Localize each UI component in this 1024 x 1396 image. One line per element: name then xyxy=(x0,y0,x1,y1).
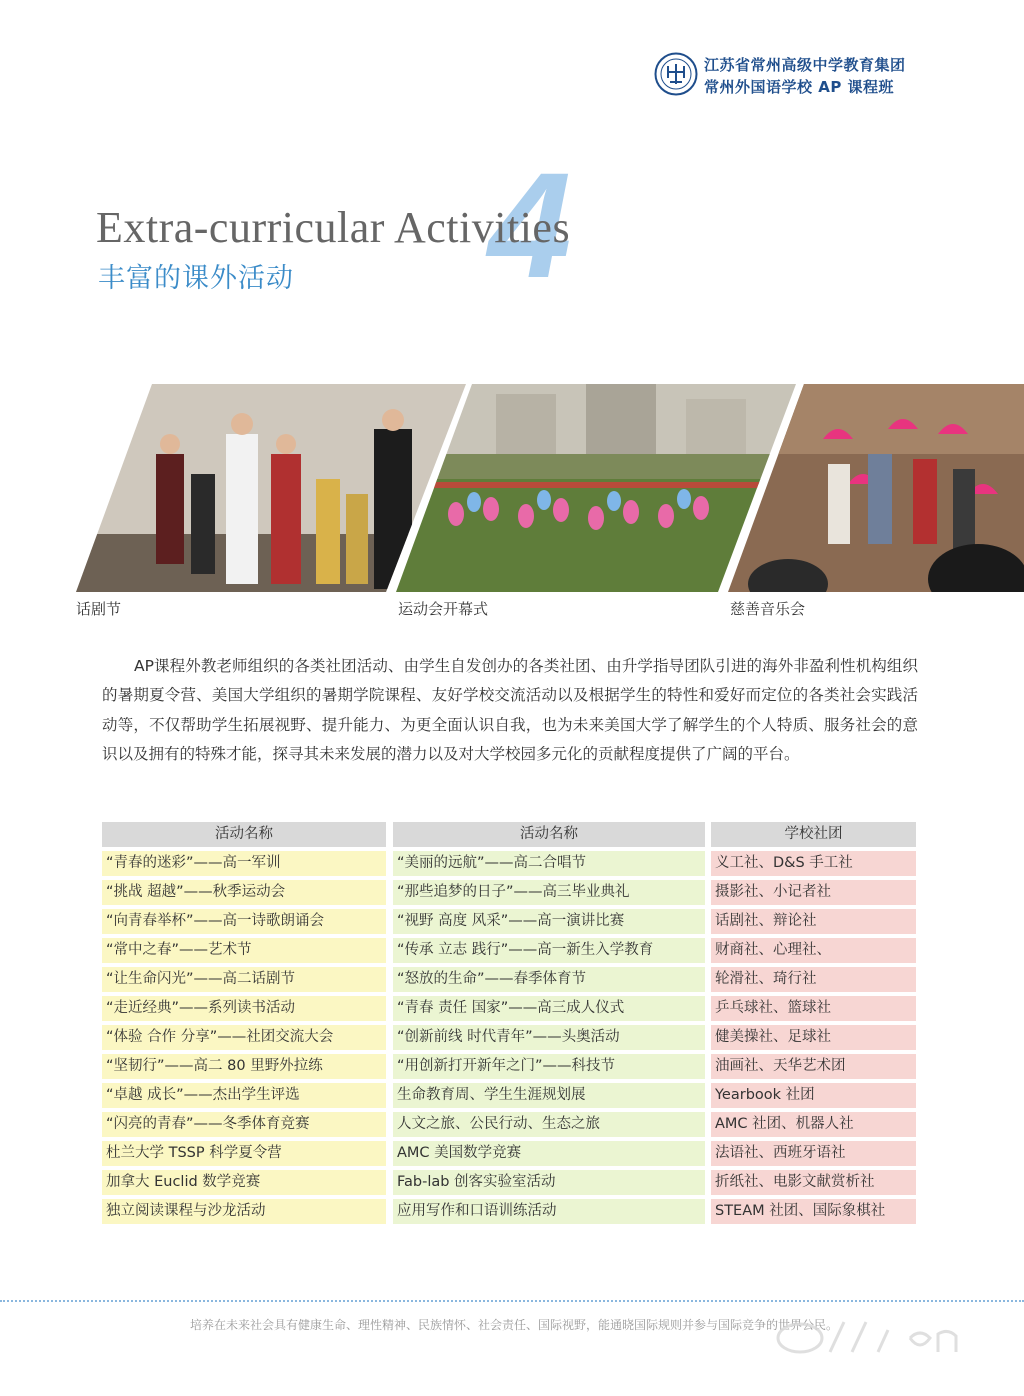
table-cell: 生命教育周、学生生涯规划展 xyxy=(393,1083,705,1108)
site-watermark-icon xyxy=(760,1308,970,1368)
table-cell: “怒放的生命”——春季体育节 xyxy=(393,967,705,992)
table-cell: 应用写作和口语训练活动 xyxy=(393,1199,705,1224)
table-cell: “视野 高度 风采”——高一演讲比赛 xyxy=(393,909,705,934)
intro-paragraph: AP课程外教老师组织的各类社团活动、由学生自发创办的各类社团、由升学指导团队引进的海外非盈利性机构组织的暑期夏令营、美国大学组织的暑期学院课程、友好学校交流活动以及根据学生的特性和爱好而定位的各类社会实践活动等，不仅帮助学生拓展视野、提升能力、为更全面认识自我，也为未来美国大学了解学生的个人特质、服务社会的意识以及拥有的特殊才能，探寻其未来发展的潜力以及对大学校园多元化的贡献程度提供了广阔的平台。 xyxy=(102,657,918,764)
table-header-cell: 活动名称 xyxy=(102,822,386,847)
table-cell: AMC 社团、机器人社 xyxy=(711,1112,916,1137)
table-cell: 乒乓球社、篮球社 xyxy=(711,996,916,1021)
table-cell: 油画社、天华艺术团 xyxy=(711,1054,916,1079)
footer-motto: 培养在未来社会具有健康生命、理性精神、民族情怀、社会责任、国际视野，能通晓国际规则并参与国际竞争的世界公民。 xyxy=(190,1318,839,1332)
table-cell: 加拿大 Euclid 数学竞赛 xyxy=(102,1170,386,1195)
table-row xyxy=(102,938,916,965)
table-cell: 独立阅读课程与沙龙活动 xyxy=(102,1199,386,1224)
org-name-line2: 常州外国语学校 AP 课程班 xyxy=(704,78,895,96)
school-header xyxy=(654,52,954,102)
table-cell: “卓越 成长”——杰出学生评选 xyxy=(102,1083,386,1108)
photo-caption-sports: 运动会开幕式 xyxy=(398,600,489,618)
table-cell: “挑战 超越”——秋季运动会 xyxy=(102,880,386,905)
table-cell: “走近经典”——系列读书活动 xyxy=(102,996,386,1021)
table-row xyxy=(102,967,916,994)
table-cell: AMC 美国数学竞赛 xyxy=(393,1141,705,1166)
table-cell: 法语社、西班牙语社 xyxy=(711,1141,916,1166)
table-cell: 轮滑社、琦行社 xyxy=(711,967,916,992)
section-title-block xyxy=(96,141,696,310)
photo-caption-concert: 慈善音乐会 xyxy=(730,600,806,618)
table-cell: “传承 立志 践行”——高一新生入学教育 xyxy=(393,938,705,963)
school-logo-icon xyxy=(654,52,698,96)
org-name-line1: 江苏省常州高级中学教育集团 xyxy=(704,56,906,74)
section-title-en: Extra-curricular Activities xyxy=(96,203,571,252)
photo-caption-drama: 话剧节 xyxy=(76,600,122,618)
table-cell: “美丽的远航”——高二合唱节 xyxy=(393,851,705,876)
table-cell: 义工社、D&S 手工社 xyxy=(711,851,916,876)
table-cell: 健美操社、足球社 xyxy=(711,1025,916,1050)
table-row xyxy=(102,1170,916,1197)
table-cell: “青春 责任 国家”——高三成人仪式 xyxy=(393,996,705,1021)
table-header-cell: 学校社团 xyxy=(711,822,916,847)
table-row xyxy=(102,1054,916,1081)
table-row xyxy=(102,1112,916,1139)
table-cell: “让生命闪光”——高二话剧节 xyxy=(102,967,386,992)
table-cell: Fab-lab 创客实验室活动 xyxy=(393,1170,705,1195)
table-row xyxy=(102,996,916,1023)
table-cell: STEAM 社团、国际象棋社 xyxy=(711,1199,916,1224)
charity-concert-photo xyxy=(728,384,1024,592)
table-cell: “用创新打开新年之门”——科技节 xyxy=(393,1054,705,1079)
table-cell: Yearbook 社团 xyxy=(711,1083,916,1108)
table-row xyxy=(102,880,916,907)
table-cell: 财商社、心理社、 xyxy=(711,938,916,963)
table-header-row xyxy=(102,822,916,849)
table-cell: “坚韧行”——高二 80 里野外拉练 xyxy=(102,1054,386,1079)
table-cell: 折纸社、电影文献赏析社 xyxy=(711,1170,916,1195)
table-cell: “青春的迷彩”——高一军训 xyxy=(102,851,386,876)
table-cell: 话剧社、辩论社 xyxy=(711,909,916,934)
table-cell: “闪亮的青春”——冬季体育竞赛 xyxy=(102,1112,386,1137)
footer-divider xyxy=(0,1300,1024,1302)
table-row xyxy=(102,1025,916,1052)
table-cell: “创新前线 时代青年”——头奥活动 xyxy=(393,1025,705,1050)
table-cell: “常中之春”——艺术节 xyxy=(102,938,386,963)
table-row xyxy=(102,1083,916,1110)
table-cell: 杜兰大学 TSSP 科学夏令营 xyxy=(102,1141,386,1166)
table-row xyxy=(102,851,916,878)
table-row xyxy=(102,1141,916,1168)
table-header-cell: 活动名称 xyxy=(393,822,705,847)
table-row xyxy=(102,1199,916,1226)
section-number: 4 xyxy=(488,141,572,309)
table-cell: 摄影社、小记者社 xyxy=(711,880,916,905)
table-cell: “那些追梦的日子”——高三毕业典礼 xyxy=(393,880,705,905)
section-title-zh: 丰富的课外活动 xyxy=(98,263,294,294)
table-row xyxy=(102,909,916,936)
table-cell: “向青春举杯”——高一诗歌朗诵会 xyxy=(102,909,386,934)
table-cell: “体验 合作 分享”——社团交流大会 xyxy=(102,1025,386,1050)
table-cell: 人文之旅、公民行动、生态之旅 xyxy=(393,1112,705,1137)
